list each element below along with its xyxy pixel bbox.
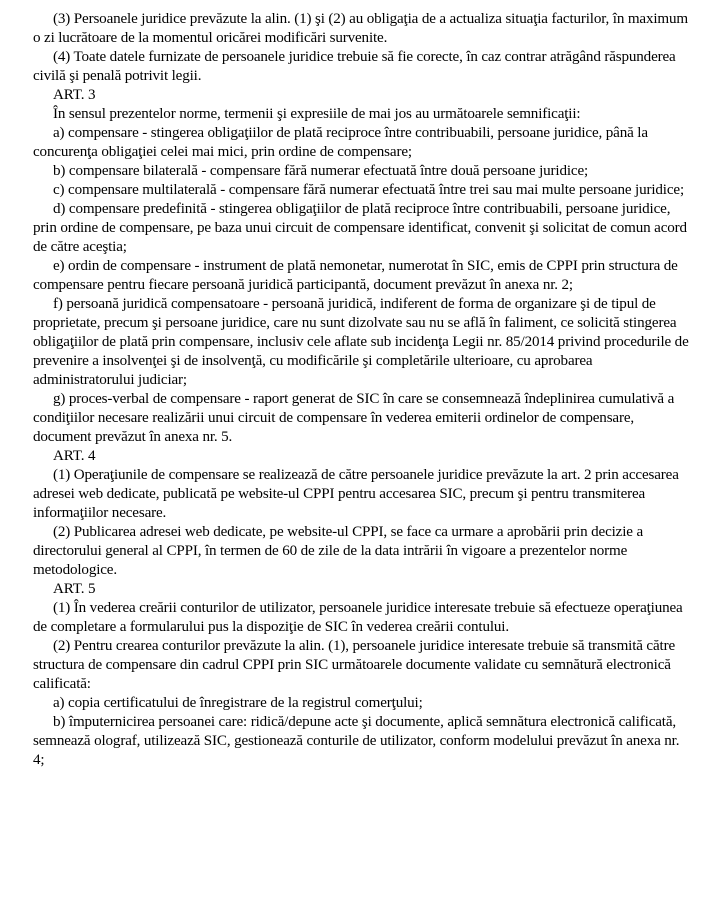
- article-heading-art5: ART. 5: [53, 581, 96, 597]
- definition-f: f) persoană juridică compensatoare - persoană juridică, indiferent de forma de organizare şi de tipul de proprietate, precum şi persoane juridice, care nu sunt dizolvate sau nu se află în faliment, ce solicită stingerea obligaţiilor de plată prin compensare, inclusiv cele aflate sub incidenţa Legii nr. 85/2014 privind procedurile de prevenire a insolvenţei şi de insolvenţă, cu modificările şi completările ulterioare, cu aprobarea administratorului judiciar;: [33, 296, 689, 388]
- paragraph-art5-alin2: (2) Pentru crearea conturilor prevăzute la alin. (1), persoanele juridice interesate trebuie să transmită către structura de compensare din cadrul CPPI prin SIC următoarele documente validate cu semnătură electronică calificată:: [33, 638, 676, 692]
- paragraph-art3-intro: În sensul prezentelor norme, termenii şi expresiile de mai jos au următoarele semnificaţii:: [53, 106, 581, 122]
- list-item-a: a) copia certificatului de înregistrare de la registrul comerţului;: [53, 695, 423, 711]
- paragraph-art4-alin2: (2) Publicarea adresei web dedicate, pe website-ul CPPI, se face ca urmare a aprobării prin decizie a directorului general al CPPI, în termen de 60 de zile de la data intrării în vigoare a prezentelor norme metodologice.: [33, 524, 643, 578]
- paragraph-art4-alin1: (1) Operaţiunile de compensare se realizează de către persoanele juridice prevăzute la art. 2 prin accesarea adresei web dedicate, publicată pe website-ul CPPI pentru accesarea SIC, precum şi pentru transmiterea informaţiilor necesare.: [33, 467, 679, 521]
- article-heading-art4: ART. 4: [53, 448, 96, 464]
- paragraph-art2-alin3: (3) Persoanele juridice prevăzute la alin. (1) şi (2) au obligaţia de a actualiza situaţia facturilor, în maximum o zi lucrătoare de la momentul oricărei modificări survenite.: [33, 11, 688, 46]
- article-heading-art3: ART. 3: [53, 87, 96, 103]
- paragraph-art5-alin1: (1) În vederea creării conturilor de utilizator, persoanele juridice interesate trebuie să efectueze operaţiunea de completare a formularului pus la dispoziţie de SIC în vederea creării contului.: [33, 600, 683, 635]
- paragraph-art2-alin4: (4) Toate datele furnizate de persoanele juridice trebuie să fie corecte, în caz contrar atrăgând răspunderea civilă şi penală potrivit legii.: [33, 49, 676, 84]
- definition-d: d) compensare predefinită - stingerea obligaţiilor de plată reciproce între contribuabili, persoane juridice, prin ordine de compensare, pe baza unui circuit de compensare identificat, convenit şi solicitat de comun acord de către aceştia;: [33, 201, 687, 255]
- definition-g: g) proces-verbal de compensare - raport generat de SIC în care se consemnează îndeplinirea cumulativă a condiţiilor necesare realizării unui circuit de compensare în vederea emiterii ordinelor de compensare, document prevăzut în anexa nr. 5.: [33, 391, 675, 445]
- list-item-b: b) împuternicirea persoanei care: ridică/depune acte şi documente, aplică semnătura electronică calificată, semnează olograf, utilizează SIC, gestionează conturile de utilizator, conform modelului prevăzut în anexa nr. 4;: [33, 714, 680, 768]
- definition-e: e) ordin de compensare - instrument de plată nemonetar, numerotat în SIC, emis de CPPI prin structura de compensare pentru fiecare persoană juridică participantă, document prevăzut în anexa nr. 2;: [33, 258, 678, 293]
- definition-c: c) compensare multilaterală - compensare fără numerar efectuată între trei sau mai multe persoane juridice;: [53, 182, 684, 198]
- document-body: [33, 10, 693, 770]
- definition-a: a) compensare - stingerea obligaţiilor de plată reciproce între contribuabili, persoane juridice, până la concurenţa obligaţiei celei mai mici, prin ordine de compensare;: [33, 125, 648, 160]
- definition-b: b) compensare bilaterală - compensare fără numerar efectuată între două persoane juridice;: [53, 163, 589, 179]
